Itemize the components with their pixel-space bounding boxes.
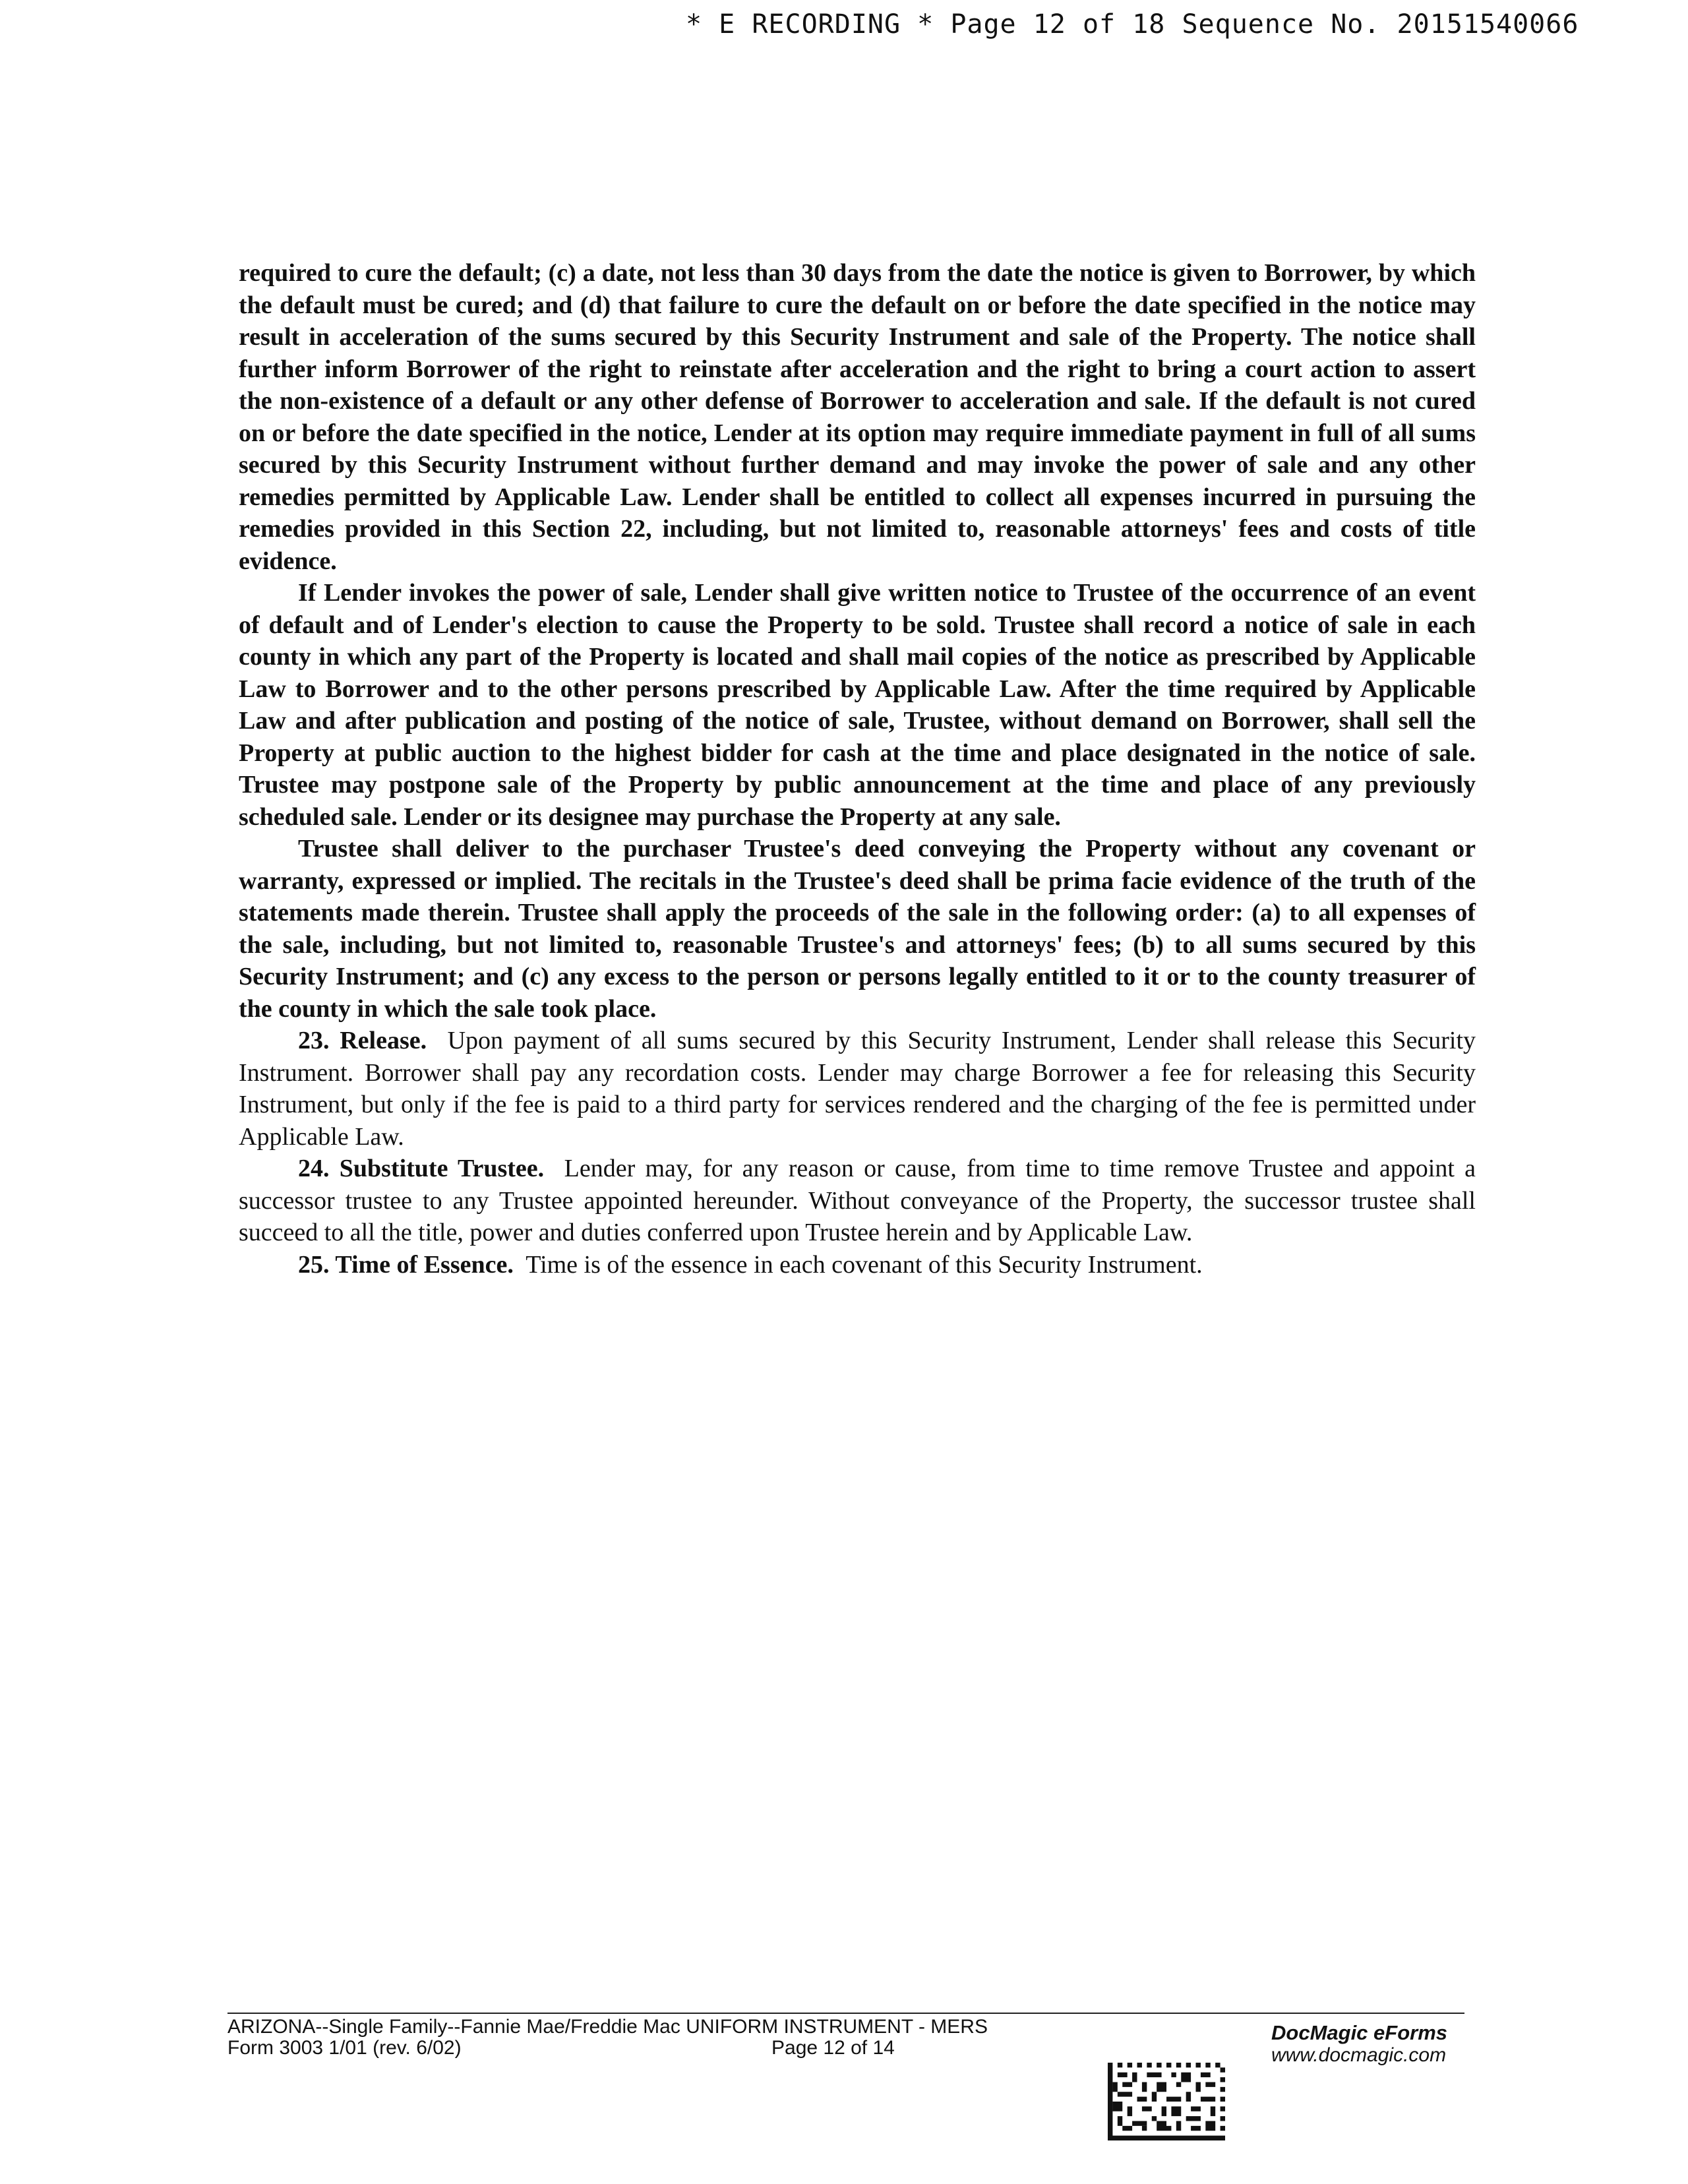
section-24-substitute-trustee: [239, 1153, 1476, 1249]
docmagic-logo: DocMagic eForms: [1271, 2021, 1448, 2044]
2d-barcode-icon: [1108, 2063, 1225, 2140]
paragraph-power-of-sale: If Lender invokes the power of sale, Lender shall give written notice to Trustee of the occurrence of an event of default and of Lender's election to cause the Property to be sold. Trustee shall record a notice of sale in each county in which any part of the Property is located and shall mail copies of the notice as prescribed by Applicable Law to Borrower and to the other persons prescribed by Applicable Law. After the time required by Applicable Law and after publication and posting of the notice of sale, Trustee, without demand on Borrower, shall sell the Property at public auction to the highest bidder for cash at the time and place designated in the notice of sale. Trustee may postpone sale of the Property by public announcement at the time and place of any previously scheduled sale. Lender or its designee may purchase the Property at any sale.: [239, 579, 1476, 831]
section-23-release: [239, 1025, 1476, 1153]
section-24-text: Lender may, for any reason or cause, from time to time remove Trustee and appoint a successor trustee to any Trustee appointed hereunder. Without conveyance of the Property, the successor trustee shall succeed to all the title, power and duties conferred upon Trustee herein and by Applicable Law.: [239, 1155, 1476, 1246]
section-24-heading: 24. Substitute Trustee.: [298, 1155, 545, 1182]
section-25-time-of-essence: [239, 1249, 1476, 1281]
docmagic-url: www.docmagic.com: [1271, 2044, 1447, 2066]
document-body: [239, 257, 1476, 1281]
section-25-text: Time is of the essence in each covenant of this Security Instrument.: [526, 1250, 1203, 1279]
paragraph-default-notice: required to cure the default; (c) a date, not less than 30 days from the date the notice is given to Borrower, by which the default must be cured; and (d) that failure to cure the default on or before the date specified in the notice may result in acceleration of the sums secured by this Security Instrument and sale of the Property. The notice shall further inform Borrower of the right to reinstate after acceleration and the right to bring a court action to assert the non-existence of a default or any other defense of Borrower to acceleration and sale. If the default is not cured on or before the date specified in the notice, Lender at its option may require immediate payment in full of all sums secured by this Security Instrument without further demand and may invoke the power of sale and any other remedies permitted by Applicable Law. Lender shall be entitled to collect all expenses incurred in pursuing the remedies provided in this Section 22, including, but not limited to, reasonable attorneys' fees and costs of title evidence.: [239, 259, 1476, 575]
recording-stamp: * E RECORDING * Page 12 of 18 Sequence No. 20151540066: [686, 9, 1579, 40]
section-23-heading: 23. Release.: [298, 1027, 427, 1054]
section-25-heading: 25. Time of Essence.: [298, 1250, 514, 1279]
paragraph-trustee-deed: Trustee shall deliver to the purchaser Trustee's deed conveying the Property without any covenant or warranty, expressed or implied. The recitals in the Trustee's deed shall be prima facie evidence of the truth of the statements made therein. Trustee shall apply the proceeds of the sale in the following order: (a) to all expenses of the sale, including, but not limited to, reasonable Trustee's and attorneys' fees; (b) to all sums secured by this Security Instrument; and (c) any excess to the person or persons legally entitled to it or to the county treasurer of the county in which the sale took place.: [239, 835, 1476, 1023]
footer-divider: [227, 2013, 1464, 2014]
footer-form-number: Form 3003 1/01 (rev. 6/02): [227, 2037, 462, 2059]
footer-page-number: Page 12 of 14: [771, 2037, 895, 2059]
footer-form-title: ARIZONA--Single Family--Fannie Mae/Freddie Mac UNIFORM INSTRUMENT - MERS: [227, 2016, 988, 2038]
section-23-text: Upon payment of all sums secured by this Security Instrument, Lender shall release this Security Instrument. Borrower shall pay any recordation costs. Lender may charge Borrower a fee for releasing this Security Instrument, but only if the fee is paid to a third party for services rendered and the charging of the fee is permitted under Applicable Law.: [239, 1027, 1476, 1151]
